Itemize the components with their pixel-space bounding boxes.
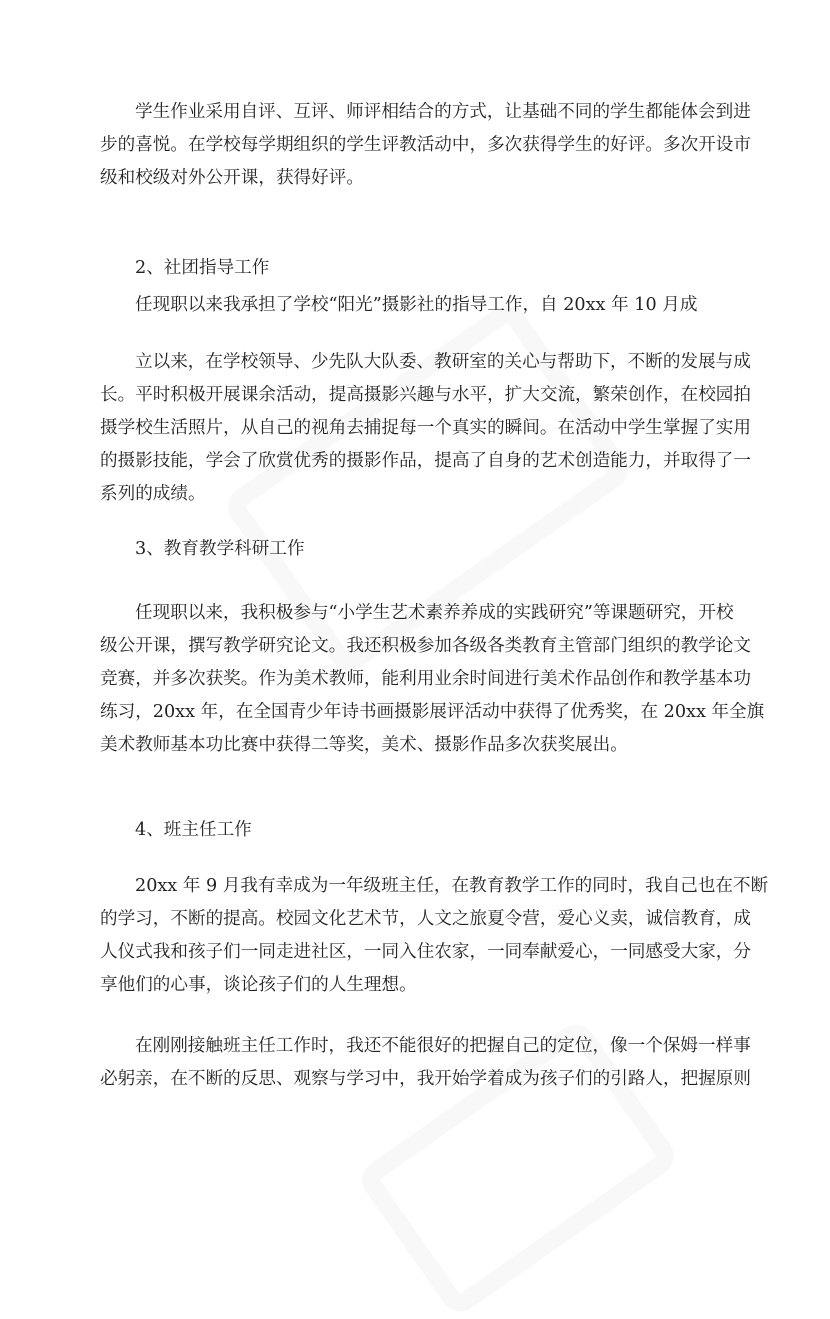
heading-club-guidance — [100, 252, 750, 285]
text-line: 长。平时积极开展课余活动，提高摄影兴趣与水平，扩大交流，繁荣创作，在校园拍 — [100, 385, 751, 405]
text-line: 练习，20xx 年，在全国青少年诗书画摄影展评活动中获得了优秀奖，在 20xx 年全旗 — [100, 702, 765, 722]
section-heading: 3、教育教学科研工作 — [135, 539, 305, 559]
text-line: 享他们的心事，谈论孩子们的人生理想。 — [100, 975, 417, 995]
text-line: 竞赛，并多次获奖。作为美术教师，能利用业余时间进行美术作品创作和教学基本功 — [100, 669, 751, 689]
text-line: 任现职以来，我积极参与“小学生艺术素养养成的实践研究”等课题研究，开校 — [135, 603, 734, 623]
text-line: 系列的成绩。 — [100, 484, 206, 504]
section-heading: 4、班主任工作 — [135, 820, 252, 840]
text-line: 任现职以来我承担了学校“阳光”摄影社的指导工作，自 20xx 年 10 月成 — [135, 295, 698, 315]
text-line: 摄学校生活照片，从自己的视角去捕捉每一个真实的瞬间。在活动中学生掌握了实用 — [100, 418, 751, 438]
text-line: 人仪式我和孩子们一同走进社区，一同入住农家，一同奉献爱心，一同感受大家，分 — [100, 942, 751, 962]
paragraph-class-teacher-reflection — [100, 1030, 750, 1096]
text-line: 的学习，不断的提高。校园文化艺术节，人文之旅夏令营，爱心义卖，诚信教育，成 — [100, 909, 751, 929]
heading-class-teacher — [100, 814, 750, 847]
paragraph-club-intro — [100, 289, 750, 322]
text-line: 级公开课，撰写教学研究论文。我还积极参加各级各类教育主管部门组织的教学论文 — [100, 636, 751, 656]
text-line: 学生作业采用自评、互评、师评相结合的方式，让基础不同的学生都能体会到进 — [135, 102, 751, 122]
text-line: 的摄影技能，学会了欣赏优秀的摄影作品，提高了自身的艺术创造能力，并取得了一 — [100, 451, 751, 471]
paragraph-research — [100, 597, 765, 762]
text-line: 步的喜悦。在学校每学期组织的学生评教活动中，多次获得学生的好评。多次开设市 — [100, 135, 751, 155]
paragraph-club-development — [100, 346, 750, 511]
text-line: 必躬亲，在不断的反思、观察与学习中，我开始学着成为孩子们的引路人，把握原则 — [100, 1069, 751, 1089]
paragraph-class-teacher — [100, 870, 769, 1002]
text-line: 级和校级对外公开课，获得好评。 — [100, 168, 364, 188]
text-line: 美术教师基本功比赛中获得二等奖，美术、摄影作品多次获奖展出。 — [100, 735, 628, 755]
text-line: 在刚刚接触班主任工作时，我还不能很好的把握自己的定位，像一个保姆一样事 — [135, 1036, 751, 1056]
heading-research-work — [100, 533, 750, 566]
text-line: 立以来，在学校领导、少先队大队委、教研室的关心与帮助下，不断的发展与成 — [135, 352, 751, 372]
text-line: 20xx 年 9 月我有幸成为一年级班主任，在教育教学工作的同时，我自己也在不断 — [135, 876, 769, 896]
paragraph-homework-evaluation — [100, 96, 750, 195]
section-heading: 2、社团指导工作 — [135, 258, 270, 278]
